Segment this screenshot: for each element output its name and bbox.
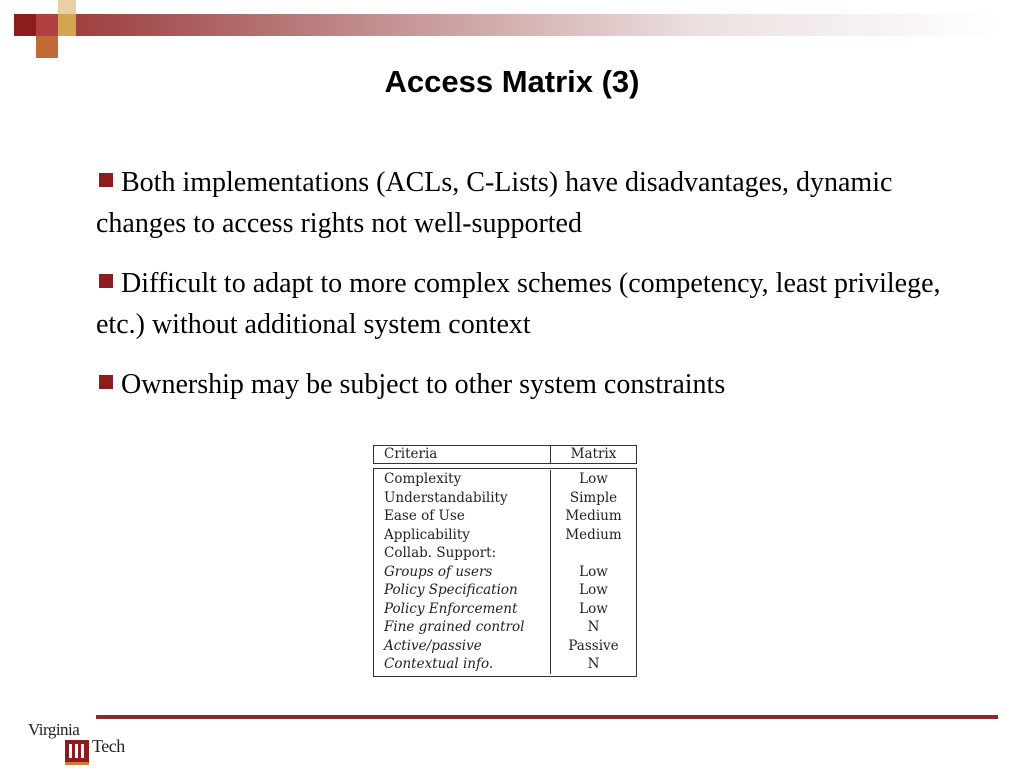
header-decoration-square [36,14,58,36]
matrix-cell: N [587,619,600,635]
matrix-cell: N [587,656,600,672]
matrix-cell: Medium [565,526,622,543]
matrix-cell: Low [579,582,608,598]
criteria-cell: Fine grained control [374,618,551,637]
square-bullet-icon [99,173,113,187]
criteria-cell: Active/passive [374,637,551,656]
logo-text-tech: Tech [92,736,125,756]
matrix-cell: Passive [568,637,619,654]
header-decoration-square [58,0,76,14]
table-row [374,581,636,600]
header-decoration-square [36,0,58,14]
vt-shield-icon [64,738,90,766]
criteria-cell: Applicability [374,526,551,545]
table-row [374,563,636,582]
bullet-item [96,162,966,244]
table-header [373,445,637,464]
matrix-cell: Medium [565,508,622,524]
footer-rule [96,715,998,719]
table-row [374,637,636,656]
header-criteria: Criteria [374,446,551,463]
matrix-cell: Low [579,600,608,617]
criteria-cell: Contextual info. [374,655,551,674]
table-row [374,470,636,489]
matrix-cell: Low [579,563,608,580]
header-decoration-square [36,36,58,58]
matrix-cell: Simple [569,489,618,506]
matrix-cell: Low [579,471,608,487]
bullet-list [96,162,966,424]
criteria-table [373,445,637,677]
header-decoration-square [14,14,36,36]
table-body [373,468,637,677]
bullet-item [96,263,966,345]
table-row [374,526,636,545]
bullet-item [96,364,966,405]
table-row [374,489,636,508]
virginia-tech-logo [24,718,136,766]
matrix-cell [551,544,636,563]
table-row [374,544,636,563]
criteria-cell: Collab. Support: [374,544,551,563]
header-decoration-band [0,14,1024,36]
header-decoration-square [0,14,14,36]
square-bullet-icon [99,274,113,288]
square-bullet-icon [99,375,113,389]
header-decoration-square [14,36,36,58]
table-row [374,655,636,674]
logo-text-virginia: Virginia [28,720,80,739]
criteria-cell: Policy Specification [374,581,551,600]
slide-title: Access Matrix (3) [384,64,640,99]
bullet-text: Ownership may be subject to other system constraints [121,369,726,400]
table-row [374,507,636,526]
criteria-cell: Groups of users [374,563,551,582]
criteria-cell: Ease of Use [374,507,551,526]
criteria-cell: Policy Enforcement [374,600,551,619]
table-row [374,618,636,637]
table-row [374,600,636,619]
bullet-text: Difficult to adapt to more complex schemes (competency, least privilege, etc.) without additional system context [96,268,941,340]
bullet-text: Both implementations (ACLs, C-Lists) have disadvantages, dynamic changes to access rights not well-supported [96,167,893,239]
criteria-cell: Complexity [374,470,551,489]
header-matrix: Matrix [570,446,617,462]
header-decoration-square [58,14,76,36]
criteria-cell: Understandability [374,489,551,508]
